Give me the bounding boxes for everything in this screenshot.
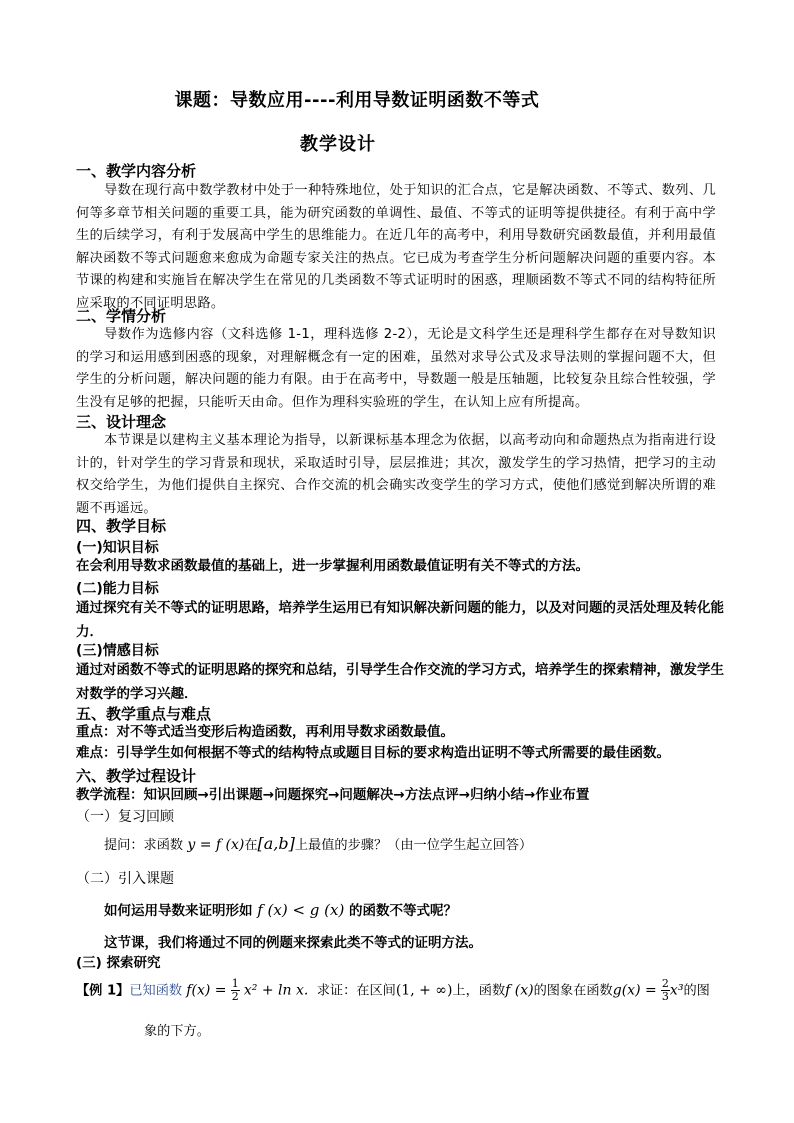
example-fx: f (x) (505, 982, 534, 999)
goal-knowledge-text: 在会利用导数求函数最值的基础上，进一步掌握利用函数最值证明有关不等式的方法。 (76, 558, 589, 574)
section-heading-key-points: 五、教学重点与难点 (76, 705, 212, 723)
fraction-denominator: 2 (231, 990, 239, 1003)
paragraph-learner-analysis: 导数作为选修内容（文科选修 1-1，理科选修 2-2），无论是文科学生还是理科学生都存在对导数知识的学习和运用感到困惑的现象，对理解概念有一定的困难，虽然对求导公式及求导法则的掌握问题不大，但学生的分析问题，解决问题的能力有限。由于在高考中，导数题一般是压轴题，比较复杂且综合性较强，学生没有足够的把握，只能听天由命。但作为理科实验班的学生，在认知上应有所提高。 (76, 327, 716, 410)
teaching-flow: 教学流程：知识回顾→引出课题→问题探究→问题解决→方法点评→归纳小结→作业布置 (76, 787, 590, 803)
step-intro-question (104, 899, 457, 919)
interval-expression: [a,b] (257, 834, 295, 853)
example-known: 已知函数 (129, 983, 183, 999)
key-point-text: 重点：对不等式适当变形后构造函数，再利用导数求函数最值。 (76, 724, 454, 740)
step-explore-title: (三) 探索研究 (76, 955, 161, 971)
section-heading-process: 六、教学过程设计 (76, 767, 197, 785)
example-prove: 求证：在区间 (316, 983, 396, 999)
paragraph-content-analysis: 导数在现行高中数学教材中处于一种特殊地位，处于知识的汇合点，它是解决函数、不等式、数列、几何等多章节相关问题的重要工具，能为研究函数的单调性、最值、不等式的证明等提供捷径。有利于高中学生的后续学习，有利于发展高中学生的思维能力。在近几年的高考中，利用导数研究函数最值，并利用最值解决函数不等式问题愈来愈成为命题专家关注的热点。它已成为考查学生分析问题解决问题的重要内容。本节课的构建和实施旨在解决学生在常见的几类函数不等式证明时的困惑，理顺函数不等式不同的结构特征所应采取的不同证明思路。 (76, 183, 716, 311)
example-function-f: f(x) = (186, 982, 227, 999)
example-continuation: 象的下方。 (144, 1024, 210, 1039)
step-intro-title: （二）引入课题 (76, 871, 174, 887)
question-text-c: 上最值的步骤？（由一位学生起立回答） (294, 838, 533, 853)
difficulty-text: 难点：引导学生如何根据不等式的结构特点或题目目标的要求构造出证明不等式所需要的最佳函数。 (76, 745, 670, 761)
fraction-denominator: 3 (661, 990, 669, 1003)
step-intro-text: 这节课，我们将通过不同的例题来探索此类不等式的证明方法。 (104, 935, 482, 951)
example-g-rest: x³ (669, 982, 684, 999)
example-function-rest: x² + ln x. (243, 982, 309, 999)
example-1 (76, 978, 710, 1003)
function-expression: y = f (x) (187, 837, 245, 853)
example-mid2: 的图象在函数 (533, 983, 613, 999)
example-label: 【例 1】 (76, 983, 130, 999)
section-heading-learner-analysis: 二、学情分析 (76, 307, 167, 325)
inequality-expression: f (x) < g (x) (257, 901, 345, 919)
fraction-half (231, 978, 240, 1003)
goal-knowledge-title: (一)知识目标 (76, 540, 159, 556)
fraction-numerator: 1 (231, 977, 239, 990)
example-interval: (1, + ∞) (395, 982, 453, 999)
step-review-title: （一）复习回顾 (76, 809, 174, 825)
example-mid: 上，函数 (452, 983, 506, 999)
goal-emotion-title: (三)情感目标 (76, 643, 159, 659)
intro-question-a: 如何运用导数来证明形如 (104, 903, 253, 919)
page-title: 课题：导数应用----利用导数证明函数不等式 (174, 90, 540, 111)
example-function-g: g(x) = (612, 982, 657, 999)
goal-emotion-text: 通过对函数不等式的证明思路的探究和总结，引导学生合作交流的学习方式，培养学生的探索精神，激发学生对数学的学习兴趣． (76, 662, 724, 702)
section-heading-teaching-goals: 四、教学目标 (76, 517, 167, 535)
intro-question-b: 的函数不等式呢？ (349, 903, 458, 919)
step-review-question (104, 834, 532, 853)
example-end: 的图 (683, 983, 710, 999)
goal-ability-text: 通过探究有关不等式的证明思路，培养学生运用已有知识解决新问题的能力，以及对问题的灵活处理及转化能力． (76, 600, 724, 640)
fraction-numerator: 2 (661, 977, 669, 990)
question-text-a: 提问：求函数 (104, 838, 184, 853)
section-heading-content-analysis: 一、教学内容分析 (76, 162, 197, 180)
section-heading-design-concept: 三、设计理念 (76, 413, 167, 431)
goal-ability-title: (二)能力目标 (76, 581, 159, 597)
question-text-b: 在 (244, 838, 258, 853)
fraction-two-thirds (661, 978, 670, 1003)
paragraph-design-concept: 本节课是以建构主义基本理论为指导，以新课标基本理念为依据，以高考动向和命题热点为指南进行设计的，针对学生的学习背景和现状，采取适时引导，层层推进；其次，激发学生的学习热情，把学习的主动权交给学生，为他们提供自主探究、合作交流的机会确实改变学生的学习方式，使他们感觉到解决所谓的难题不再遥远。 (76, 433, 716, 516)
page-subtitle: 教学设计 (300, 134, 376, 155)
